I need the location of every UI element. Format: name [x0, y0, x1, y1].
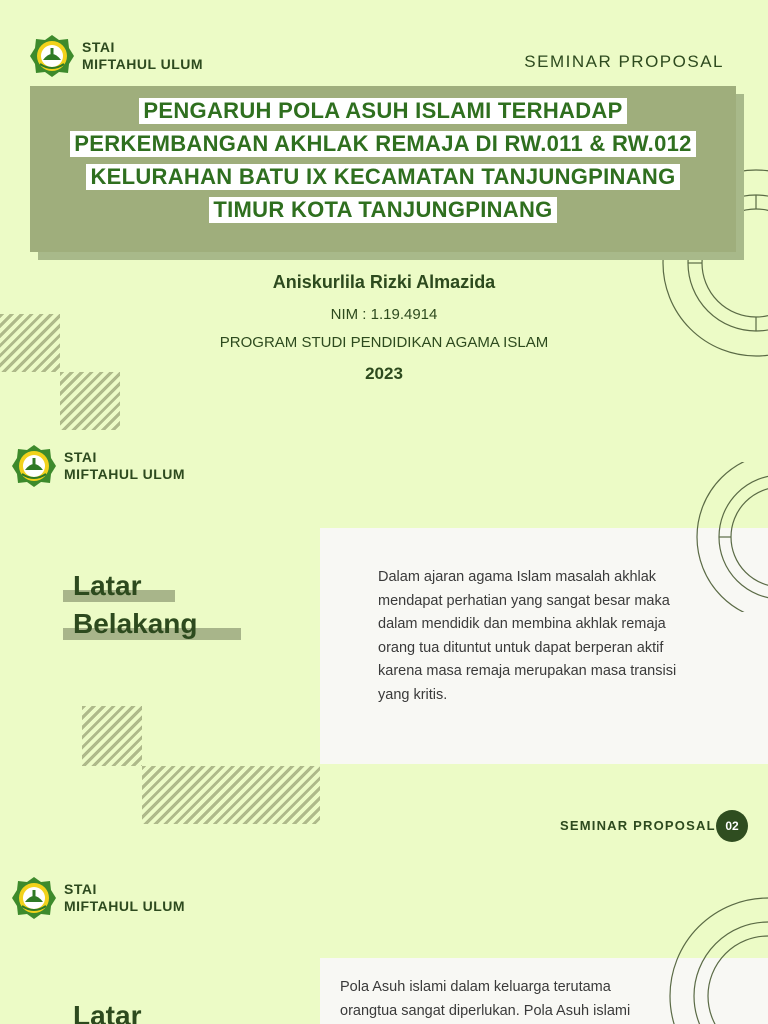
paragraph-line: dalam mendidik dan membina akhlak remaja [378, 616, 666, 632]
logo-line2: MIFTAHUL ULUM [82, 56, 204, 72]
paragraph-line: yang kritis. [378, 686, 448, 703]
paragraph-line: orang tua dituntut untuk dapat berperan aktif [378, 639, 664, 656]
title-line-1: PENGARUH POLA ASUH ISLAMI TERHADAP [139, 98, 626, 124]
logo [30, 34, 203, 78]
logo [12, 876, 185, 920]
miftahul-ulum-emblem-icon [30, 34, 74, 78]
hatch-pattern [0, 314, 60, 372]
miftahul-ulum-emblem-icon [12, 876, 56, 920]
hatch-pattern [60, 372, 120, 430]
title-line-2: PERKEMBANGAN AKHLAK REMAJA DI RW.011 & RW.012 [70, 131, 695, 157]
decorative-circles [696, 462, 768, 612]
footer-label: SEMINAR PROPOSAL [560, 818, 716, 833]
paragraph [378, 566, 676, 707]
decorative-circles [668, 896, 768, 1024]
slide-latar-belakang-continued [0, 860, 768, 1024]
logo-line1: STAI [64, 449, 97, 465]
heading-line-1: Latar [73, 570, 142, 601]
logo-text [64, 881, 185, 915]
title [30, 98, 736, 230]
logo-line2: MIFTAHUL ULUM [64, 466, 186, 482]
paragraph [340, 976, 630, 1023]
seminar-label: SEMINAR PROPOSAL [524, 52, 724, 71]
paragraph-line: karena masa remaja merupakan masa transisi [378, 663, 677, 679]
paragraph-line: orangtua sangat diperlukan. Pola Asuh islami [340, 1002, 631, 1019]
title-line-3: KELURAHAN BATU IX KECAMATAN TANJUNGPINANG [86, 164, 679, 190]
logo-line1: STAI [64, 881, 97, 897]
student-id: NIM : 1.19.4914 [330, 306, 438, 323]
title-line-4: TIMUR KOTA TANJUNGPINANG [209, 197, 556, 223]
logo-line2: MIFTAHUL ULUM [64, 898, 186, 914]
study-program: PROGRAM STUDI PENDIDIKAN AGAMA ISLAM [219, 334, 549, 351]
slide-title [0, 0, 768, 430]
hatch-pattern [82, 706, 142, 766]
heading-line-1: Latar [73, 1000, 142, 1024]
logo [12, 444, 185, 488]
author-name: Aniskurlila Rizki Almazida [272, 272, 496, 292]
paragraph-line: Dalam ajaran agama Islam masalah akhlak [378, 569, 657, 585]
miftahul-ulum-emblem-icon [12, 444, 56, 488]
page-number-badge: 02 [716, 810, 748, 842]
hatch-pattern [142, 766, 320, 824]
logo-line1: STAI [82, 39, 115, 55]
heading-line-2: Belakang [73, 608, 198, 639]
paragraph-line: mendapat perhatian yang sangat besar maka [378, 592, 670, 609]
logo-text [82, 39, 203, 73]
logo-text [64, 449, 185, 483]
year: 2023 [365, 364, 403, 383]
paragraph-line: Pola Asuh islami dalam keluarga terutama [340, 979, 611, 995]
slide-latar-belakang [0, 430, 768, 860]
